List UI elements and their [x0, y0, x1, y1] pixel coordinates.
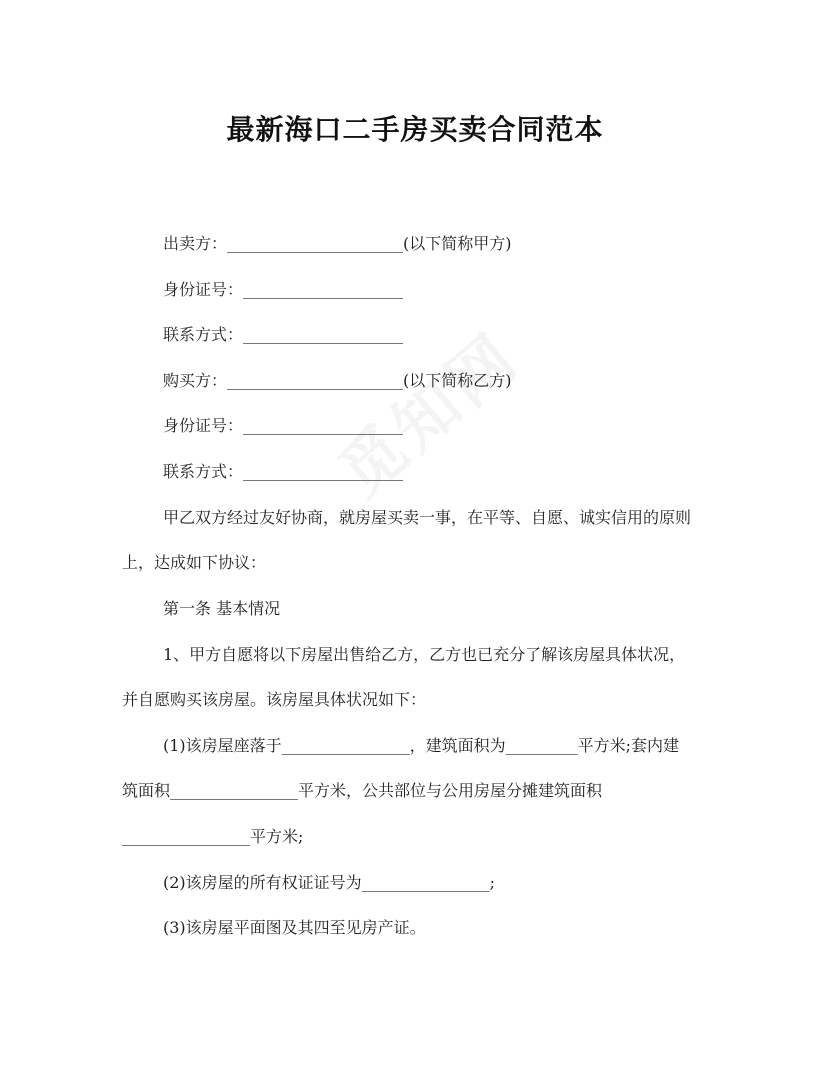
- buyer-id-line: 身份证号：____________________: [163, 416, 404, 435]
- buyer-contact-line: 联系方式：____________________: [163, 462, 404, 481]
- item-1-continued-2: ________________平方米;: [122, 827, 304, 846]
- seller-contact-line: 联系方式：____________________: [163, 325, 404, 344]
- item-3-line: (3)该房屋平面图及其四至见房产证。: [163, 918, 426, 937]
- buyer-name-line: 购买方：______________________(以下简称乙方): [163, 371, 512, 390]
- seller-id-line: 身份证号：____________________: [163, 280, 404, 299]
- clause-1-line: 1、甲方自愿将以下房屋出售给乙方，乙方也已充分了解该房屋具体状况，: [163, 645, 686, 664]
- document-title: 最新海口二手房买卖合同范本: [226, 113, 604, 146]
- item-1-line: (1)该房屋座落于________________，建筑面积为_________平方米;套内建: [163, 736, 680, 755]
- article-one-heading: 第一条 基本情况: [163, 599, 281, 618]
- item-2-line: (2)该房屋的所有权证证号为________________;: [163, 873, 496, 892]
- agreement-intro-continued: 上，达成如下协议：: [122, 553, 267, 572]
- clause-1-continued: 并自愿购买该房屋。该房屋具体状况如下：: [122, 690, 427, 709]
- seller-name-line: 出卖方：______________________(以下简称甲方): [163, 234, 512, 253]
- agreement-intro-line: 甲乙双方经过友好协商，就房屋买卖一事，在平等、自愿、诚实信用的原则: [163, 508, 692, 527]
- item-1-continued: 筑面积________________平方米，公共部位与公用房屋分摊建筑面积: [122, 781, 603, 800]
